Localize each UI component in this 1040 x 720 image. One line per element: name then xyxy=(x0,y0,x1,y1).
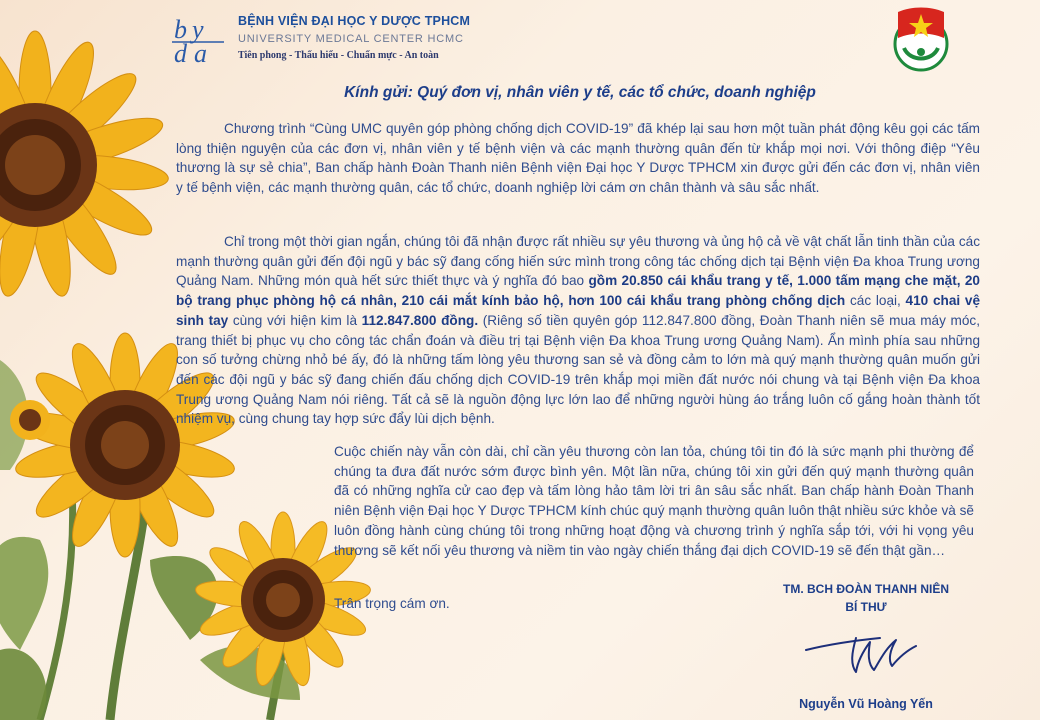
svg-text:d: d xyxy=(174,39,187,66)
donation-text: cùng với hiện kim là xyxy=(228,312,362,328)
paragraph-closing: Cuộc chiến này vẫn còn dài, chỉ cần yêu thương còn lan tỏa, chúng tôi tin đó là sức mạnh phi thường để chúng ta đưa đất nước sớm được bình yên. Một lần nữa, chúng tôi xin gửi đến quý mạnh thường quân đã có những nghĩa cử cao đẹp và tấm lòng hảo tâm lời tri ân sâu sắc nhất. Ban chấp hành Đoàn Thanh niên Bệnh viện Đại học Y Dược TPHCM kính chúc quý mạnh thường quân luôn thật nhiều sức khỏe và sẽ luôn đồng hành cùng chúng tôi trong những hoạt động và chương trình ý nghĩa sắp tới, với hi vọng yêu thương sẽ kết nối yêu thương và niềm tin vào ngày chiến thắng đại dịch COVID-19 sẽ đến thật gần… xyxy=(334,444,974,558)
donation-intro: Chỉ trong một thời gian ngắn, chúng tôi đã nhận được rất nhiều sự yêu thương và ủng hộ cả về vật chất lẫn tinh thần của các mạnh thường quân gửi đến đội ngũ y bác sỹ đang cống hiến sức mình trong công tác chống dịch tại Bệnh viện Đa khoa Trung ương Quảng Nam. Những món quà hết sức thiết thực và ý nghĩa đó bao xyxy=(176,234,980,289)
sunflower-top xyxy=(0,31,170,299)
donation-cash: 112.847.800 đồng. xyxy=(361,312,479,328)
donation-text: các loại, xyxy=(845,293,906,309)
donation-detail: (Riêng số tiền quyên góp 112.847.800 đồng, Đoàn Thanh niên sẽ mua máy móc, trang thiết bị phục vụ cho công tác chẩn đoán và điều trị tại Bệnh viện Đa khoa Trung ương Quảng Nam). Ẩn mình phía sau những con số tưởng chừng nhỏ bé ấy, đó là những tấm lòng yêu thương san sẻ và đồng cảm to lớn mà quý mạnh thường quân muốn gửi đến các đội ngũ y bác sỹ đang chiến đấu chống dịch COVID-19 trên khắp mọi miền đất nước nói chung và tại Bệnh viện Đa khoa Trung ương Quảng Nam nói riêng. Tất cả sẽ là nguồn động lực lớn lao để những người hùng áo trắng luôn cố gắng hoàn thành tốt nhiệm vụ, cùng chung tay hợp sức đẩy lùi dịch bệnh. xyxy=(176,312,980,427)
donation-items: gồm 20.850 cái khẩu trang y tế, 1.000 tấm mạng che mặt, 20 bộ trang phục phòng hộ cá nhân, 210 cái mắt kính bảo hộ, hơn 100 cái khẩu trang phòng chống dịch xyxy=(176,273,980,309)
youth-union-emblem-icon xyxy=(890,4,952,74)
hospital-motto: Tiên phong - Thấu hiểu - Chuẩn mực - An toàn xyxy=(238,50,439,61)
signer-name: Nguyễn Vũ Hoàng Yến xyxy=(799,697,933,711)
hospital-name: BỆNH VIỆN ĐẠI HỌC Y DƯỢC TPHCM xyxy=(238,14,471,28)
leaf xyxy=(0,648,46,720)
hospital-name-en: UNIVERSITY MEDICAL CENTER HCMC xyxy=(238,33,464,45)
salutation: Kính gửi: Quý đơn vị, nhân viên y tế, các tổ chức, doanh nghiệp xyxy=(344,84,816,101)
signature-org: TM. BCH ĐOÀN THANH NIÊN xyxy=(783,582,949,596)
signature-title: BÍ THƯ xyxy=(845,600,887,614)
svg-text:a: a xyxy=(194,39,207,66)
paragraph-thanks: Chương trình “Cùng UMC quyên góp phòng chống dịch COVID-19” đã khép lại sau hơn một tuần phát động kêu gọi các tấm lòng thiện nguyện của các đơn vị, nhân viên y tế bệnh viện và các mạnh thường quân đến từ khắp mọi nơi. Với thông điệp “Yêu thương là sự sẻ chia”, Ban chấp hành Đoàn Thanh niên Bệnh viện Đại học Y Dược TPHCM xin được gửi đến các đơn vị, nhân viên y tế bệnh viện, các mạnh thường quân, các tổ chức, doanh nghiệp lời cám ơn chân thành và sâu sắc nhất. xyxy=(176,121,980,196)
donation-sanitizer: 410 chai vệ sinh tay xyxy=(176,293,981,328)
sunflower-bud xyxy=(10,400,50,440)
svg-text:y: y xyxy=(192,15,204,44)
umc-logo-icon xyxy=(172,14,224,66)
leaf xyxy=(0,537,48,650)
closing-line: Trân trọng cám ơn. xyxy=(334,596,450,611)
paragraph-donations xyxy=(176,232,980,429)
handwritten-signature xyxy=(800,620,920,678)
svg-text:b: b xyxy=(174,15,187,44)
